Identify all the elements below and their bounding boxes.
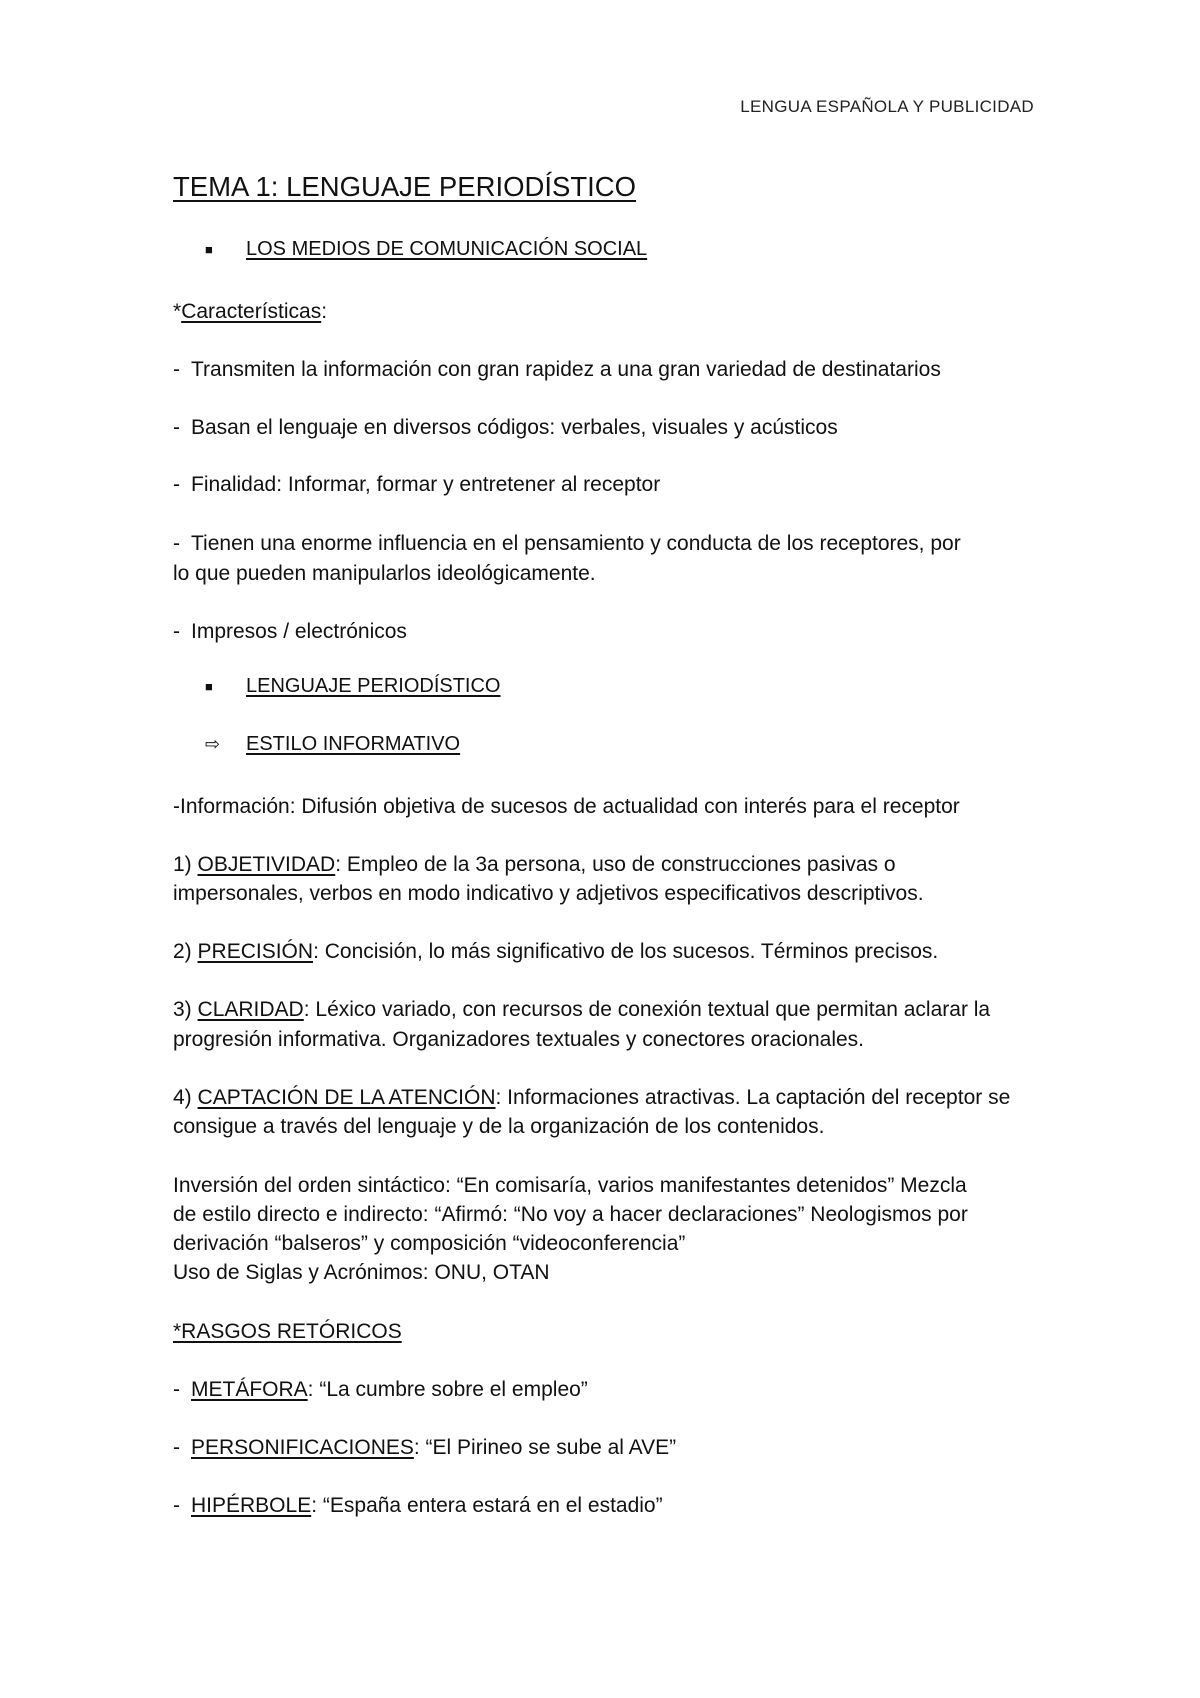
inversion-line: Inversión del orden sintáctico: “En comisaría, varios manifestantes detenidos” Mezcla bbox=[173, 1174, 967, 1197]
rasgo-number: 1) bbox=[173, 853, 192, 876]
rasgo-text: : Empleo de la 3a persona, uso de construcciones pasivas o bbox=[335, 853, 896, 876]
list-item-text: Basan el lenguaje en diversos códigos: verbales, visuales y acústicos bbox=[191, 416, 838, 439]
list-item: - Transmiten la información con gran rapidez a una gran variedad de destinatarios bbox=[173, 358, 941, 381]
inversion-line: derivación “balseros” y composición “videoconferencia” bbox=[173, 1232, 686, 1255]
page-title: TEMA 1: LENGUAJE PERIODÍSTICO bbox=[173, 171, 637, 202]
rasgo-continuation: consigue a través del lenguaje y de la organización de los contenidos. bbox=[173, 1115, 825, 1138]
section-heading-lenguaje bbox=[205, 675, 501, 698]
retoricos-label: *RASGOS RETÓRICOS bbox=[173, 1320, 402, 1343]
rasgo-text: : Concisión, lo más significativo de los sucesos. Términos precisos. bbox=[313, 940, 939, 963]
retorico-item: - METÁFORA: “La cumbre sobre el empleo” bbox=[173, 1378, 588, 1401]
rasgo-name: CAPTACIÓN DE LA ATENCIÓN bbox=[197, 1086, 496, 1109]
rasgo-claridad bbox=[173, 995, 1053, 1025]
rasgo-name: PRECISIÓN bbox=[197, 940, 314, 963]
retorico-item: - PERSONIFICACIONES: “El Pirineo se sube al AVE” bbox=[173, 1436, 677, 1459]
list-item-text: Tienen una enorme influencia en el pensamiento y conducta de los receptores, por bbox=[191, 532, 961, 555]
list-item: - Basan el lenguaje en diversos códigos: verbales, visuales y acústicos bbox=[173, 416, 838, 439]
square-bullet-icon: ■ bbox=[205, 242, 213, 258]
rasgo-precision bbox=[173, 937, 1053, 967]
inversion-line: de estilo directo e indirecto: “Afirmó: “No voy a hacer declaraciones” Neologismos por bbox=[173, 1203, 968, 1226]
retorico-name: HIPÉRBOLE bbox=[191, 1494, 312, 1517]
retoricos-heading bbox=[173, 1317, 1053, 1347]
retorico-text: : “España entera estará en el estadio” bbox=[311, 1494, 663, 1517]
rasgo-continuation: impersonales, verbos en modo indicativo y adjetivos especificativos descriptivos. bbox=[173, 882, 924, 905]
rasgo-name: OBJETIVIDAD bbox=[197, 853, 336, 876]
rasgo-objetividad bbox=[173, 850, 1053, 880]
rasgo-continuation: progresión informativa. Organizadores textuales y conectores oracionales. bbox=[173, 1028, 865, 1051]
arrow-right-icon: ⇨ bbox=[205, 734, 221, 754]
rasgo-number: 2) bbox=[173, 940, 192, 963]
section-heading-label: LOS MEDIOS DE COMUNICACIÓN SOCIAL bbox=[246, 238, 648, 260]
informacion-definition: -Información: Difusión objetiva de sucesos de actualidad con interés para el receptor bbox=[173, 795, 960, 818]
rasgo-number: 3) bbox=[173, 998, 192, 1021]
retorico-text: : “La cumbre sobre el empleo” bbox=[307, 1378, 588, 1401]
rasgo-number: 4) bbox=[173, 1086, 192, 1109]
list-item-continuation: lo que pueden manipularlos ideológicamente. bbox=[173, 562, 596, 585]
list-item-text: Transmiten la información con gran rapidez a una gran variedad de destinatarios bbox=[191, 358, 941, 381]
list-item: - Finalidad: Informar, formar y entretener al receptor bbox=[173, 473, 661, 496]
section-heading-medios bbox=[205, 238, 647, 261]
retorico-name: PERSONIFICACIONES bbox=[191, 1436, 414, 1459]
rasgo-text: : Informaciones atractivas. La captación del receptor se bbox=[495, 1086, 1011, 1109]
section-heading-label: LENGUAJE PERIODÍSTICO bbox=[246, 675, 501, 697]
square-bullet-icon: ■ bbox=[205, 679, 213, 695]
rasgo-captacion bbox=[173, 1083, 1053, 1113]
retorico-text: : “El Pirineo se sube al AVE” bbox=[413, 1436, 677, 1459]
list-item: - Tienen una enorme influencia en el pensamiento y conducta de los receptores, por bbox=[173, 532, 961, 555]
page-header: LENGUA ESPAÑOLA Y PUBLICIDAD bbox=[740, 97, 1034, 116]
retorico-name: METÁFORA bbox=[191, 1378, 308, 1401]
inversion-line: Uso de Siglas y Acrónimos: ONU, OTAN bbox=[173, 1261, 550, 1284]
section-heading-label: ESTILO INFORMATIVO bbox=[246, 733, 461, 755]
retorico-item: - HIPÉRBOLE: “España entera estará en el estadio” bbox=[173, 1494, 663, 1517]
rasgo-name: CLARIDAD bbox=[197, 998, 304, 1021]
list-item: - Impresos / electrónicos bbox=[173, 620, 407, 643]
caracteristicas-label: Características bbox=[181, 300, 322, 323]
rasgo-text: : Léxico variado, con recursos de conexión textual que permitan aclarar la bbox=[303, 998, 991, 1021]
section-heading-estilo bbox=[205, 733, 460, 756]
list-item-text: Impresos / electrónicos bbox=[191, 620, 407, 643]
caracteristicas-heading: *Características: bbox=[173, 300, 328, 323]
list-item-text: Finalidad: Informar, formar y entretener al receptor bbox=[191, 473, 661, 496]
